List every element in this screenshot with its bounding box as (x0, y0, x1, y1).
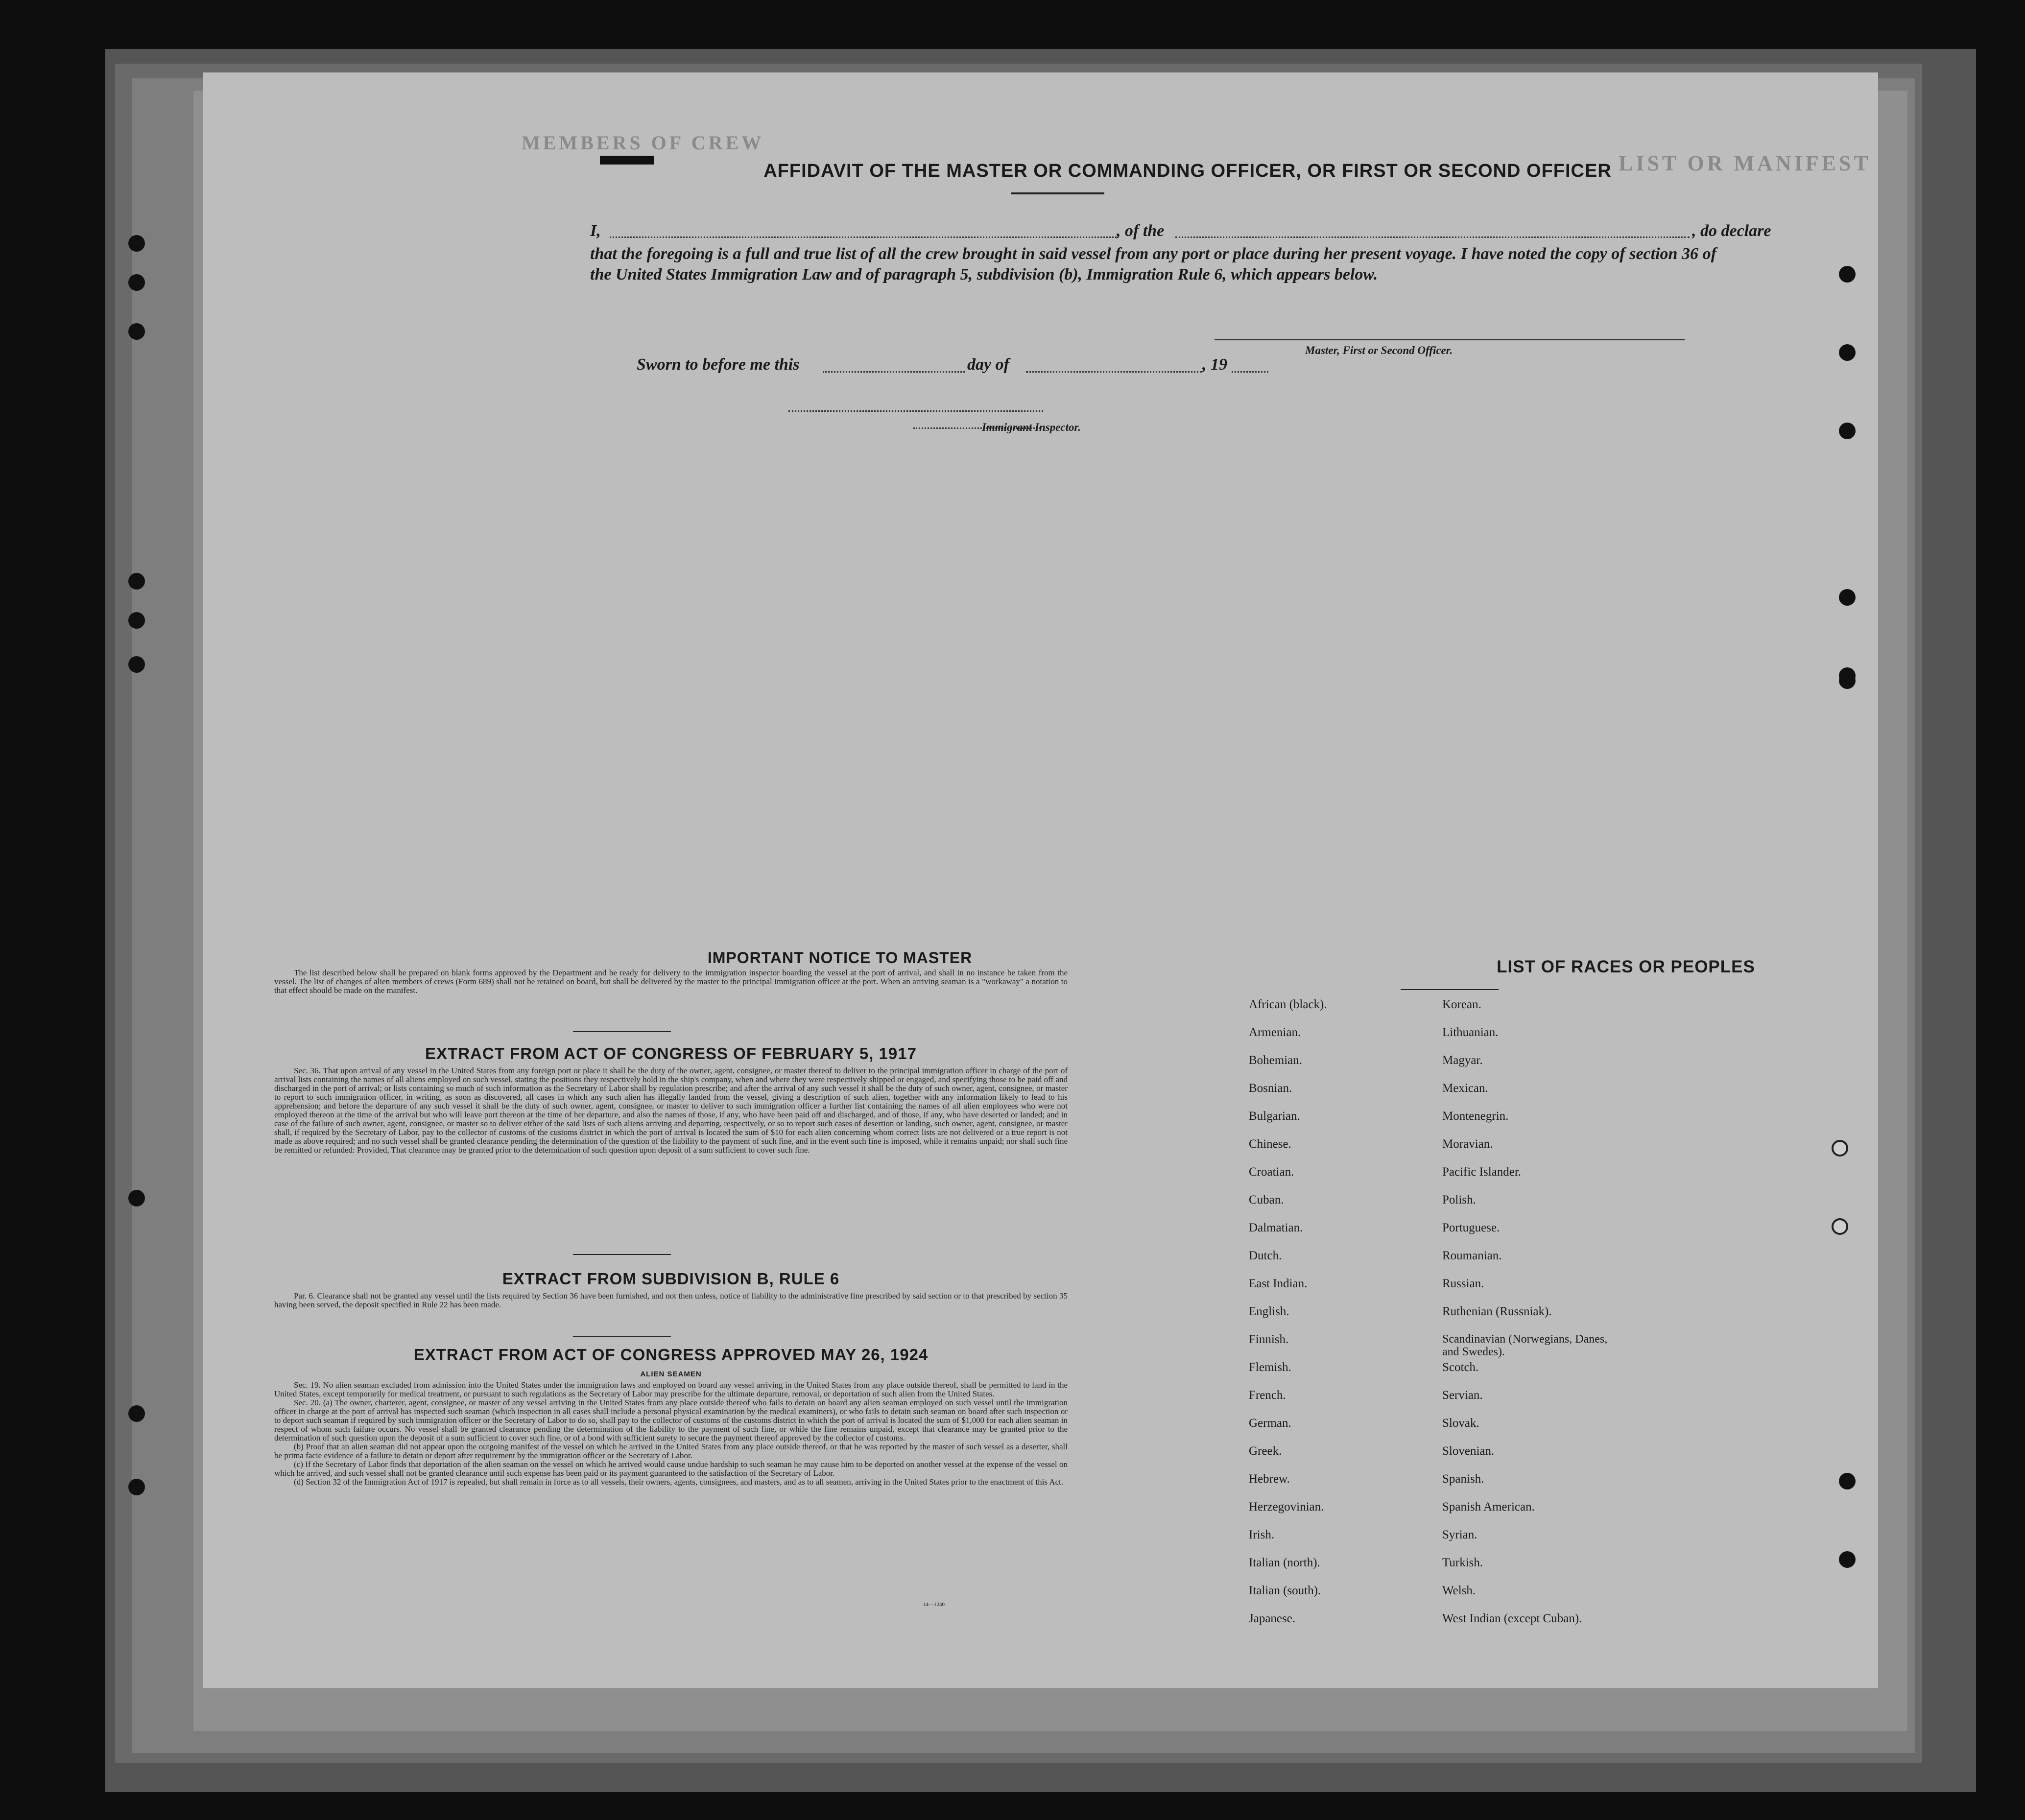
inspector-signature-line (788, 410, 1043, 412)
act-1924-title: EXTRACT FROM ACT OF CONGRESS APPROVED MAY 26, 1924 (413, 1346, 929, 1364)
sworn-year: , 19 (1202, 355, 1227, 374)
binder-hole (128, 1479, 145, 1495)
vessel-fill-line (1175, 236, 1690, 238)
race-item: Spanish. (1442, 1472, 1484, 1486)
inspector-label: Immigrant Inspector. (982, 421, 1081, 433)
race-item: Cuban. (1249, 1193, 1284, 1206)
binder-hole (128, 612, 145, 629)
race-item: English. (1249, 1305, 1289, 1318)
races-title: LIST OF RACES OR PEOPLES (1497, 957, 1755, 976)
sworn-day-line (823, 371, 965, 373)
binder-hole (128, 1190, 145, 1206)
race-item: Japanese. (1249, 1612, 1296, 1625)
act-1924-subtitle: ALIEN SEAMEN (640, 1370, 702, 1378)
binder-hole (128, 1405, 145, 1422)
race-item: Moravian. (1442, 1137, 1493, 1151)
race-item: French. (1249, 1389, 1286, 1402)
race-item: West Indian (except Cuban). (1442, 1612, 1582, 1625)
race-item: Montenegrin. (1442, 1110, 1509, 1123)
affidavit-body: that the foregoing is a full and true list of all the crew brought in said vessel from any port or place during her present voyage. I have noted the copy of section 36 of the United States Immigration Law and of paragraph 5, subdivision (b), Immigration Rule 6, which appears below. (590, 245, 1716, 284)
race-item: Bulgarian. (1249, 1110, 1300, 1123)
race-item: Mexican. (1442, 1082, 1488, 1095)
race-item: German. (1249, 1417, 1291, 1430)
race-item: Scotch. (1442, 1361, 1479, 1374)
race-item: Scandinavian (Norwegians, Danes, and Swedes). (1442, 1333, 1608, 1358)
divider (573, 1031, 671, 1032)
punch-hole (1839, 589, 1856, 606)
title-underline (1011, 192, 1104, 194)
punch-hole (1839, 266, 1856, 283)
race-item: Slovak. (1442, 1417, 1479, 1430)
race-item: Russian. (1442, 1277, 1484, 1290)
race-item: Dalmatian. (1249, 1221, 1303, 1234)
race-item: Croatian. (1249, 1165, 1294, 1179)
act-1924-text: Sec. 19. No alien seaman excluded from admission into the United States under the immigration laws and employed on board any vessel arriving in the United States from any place outside thereof, shall be permitted to land in the United States, except temporarily for medical treatment, or pursuant to such regulations as the Secretary of Labor may prescribe for the ultimate departure, removal, or deportation of such alien from the United States. Sec. 20. (a) The owner, charterer, agent, consignee, or master of any vessel arriving in the United States from any place outside thereof who fails to detain on board any alien seaman employed on such vessel until the immigration officer in charge at the port of arrival has inspected such seaman (which inspection in all cases shall include a personal physical examination by the medical examiners), or who fails to detain such seaman on board after such inspection or to deport such seaman if required by such immigration officer or the Secretary of Labor to do so, shall pay to the collector of customs of the customs district in which the port of arrival is located the sum of $1,000 for each alien seaman in respect of whom such failure occurs. No vessel shall be granted clearance pending the determination of the liability to the payment of such fine, or while the fine remains unpaid, except that clearance may be granted prior to the determination of such question upon the deposit of a sum sufficient to cover such fine, or of a bond with sufficient surety to secure the payment thereof approved by the collector of customs. (b) Proof that an alien seaman did not appear upon the outgoing manifest of the vessel on which he arrived in the United States from any place outside thereof, or that he was reported by the master of such vessel as a deserter, shall be prima facie evidence of a failure to detain or deport after requirement by the immigration officer or the Secretary of Labor. (c) If the Secretary of Labor finds that deportation of the alien seaman on the vessel on which he arrived would cause undue hardship to such seaman he may cause him to be deported on another vessel at the expense of the vessel on which he arrived, and such vessel shall not be granted clearance until such expense has been paid or its payment guaranteed to the satisfaction of the Secretary of Labor. (d) Section 32 of the Immigration Act of 1917 is repealed, but shall remain in force as to all vessels, their owners, agents, consignees, and masters, and as to all seamen, arriving in the United States prior to the enactment of this Act. (274, 1380, 1068, 1487)
race-item: Greek. (1249, 1444, 1282, 1458)
divider (1401, 989, 1499, 990)
race-item: Turkish. (1442, 1556, 1483, 1569)
race-item: Slovenian. (1442, 1444, 1495, 1458)
binder-hole (128, 323, 145, 340)
race-item: Korean. (1442, 998, 1481, 1011)
form-number: 14—1240 (923, 1602, 945, 1607)
race-item: Portuguese. (1442, 1221, 1500, 1234)
name-fill-line (610, 236, 1117, 238)
affidavit-title: AFFIDAVIT OF THE MASTER OR COMMANDING OFFICER, OR FIRST OR SECOND OFFICER (763, 161, 1612, 181)
race-item: Chinese. (1249, 1137, 1291, 1151)
race-item: East Indian. (1249, 1277, 1308, 1290)
race-item: Irish. (1249, 1528, 1275, 1541)
bleed-through-text: LIST OR MANIFEST (1619, 151, 1871, 175)
race-item: Italian (north). (1249, 1556, 1320, 1569)
sworn-month-line (1026, 371, 1202, 373)
race-item: Servian. (1442, 1389, 1483, 1402)
race-item: Lithuanian. (1442, 1026, 1499, 1039)
races-right-column (1442, 998, 1697, 1640)
punch-hole (1839, 344, 1856, 361)
binder-hole (128, 274, 145, 291)
race-item: Italian (south). (1249, 1584, 1321, 1597)
race-item: Bosnian. (1249, 1082, 1292, 1095)
rule6-text: Par. 6. Clearance shall not be granted any vessel until the lists required by Section 36 have been furnished, and not then unless, notice of liability to the administrative fine prescribed by said section or to that prescribed by section 35 having been served, the deposit specified in Rule 22 has been made. (274, 1291, 1068, 1309)
notice-text: The list described below shall be prepared on blank forms approved by the Department and be ready for delivery to the immigration inspector boarding the vessel at the port of arrival, and shall in no instance be taken from the vessel. The list of changes of alien members of crews (Form 689) shall not be retained on board, but shall be delivered by the master to the principal immigration officer at the port. When an arriving seaman is a "workaway" a notation to that effect should be made on the manifest. (274, 968, 1068, 995)
race-item: Pacific Islander. (1442, 1165, 1522, 1179)
race-item: Polish. (1442, 1193, 1476, 1206)
binding-tab (600, 156, 654, 165)
affidavit-i-label: I, (590, 222, 601, 240)
race-item: Finnish. (1249, 1333, 1289, 1346)
sworn-day-of: day of (967, 355, 1009, 374)
divider (573, 1254, 671, 1255)
act-1917-title: EXTRACT FROM ACT OF CONGRESS OF FEBRUARY 5, 1917 (425, 1044, 917, 1063)
bleed-through-text: MEMBERS OF CREW (522, 132, 764, 154)
binder-hole (128, 656, 145, 673)
race-item: Magyar. (1442, 1054, 1483, 1067)
signature-line (1215, 339, 1685, 340)
race-item: Roumanian. (1442, 1249, 1502, 1262)
race-item: Ruthenian (Russniak). (1442, 1305, 1552, 1318)
punch-hole (1839, 423, 1856, 439)
race-item: Welsh. (1442, 1584, 1476, 1597)
race-item: Dutch. (1249, 1249, 1282, 1262)
race-item: Armenian. (1249, 1026, 1301, 1039)
divider (573, 1336, 671, 1337)
race-item: Hebrew. (1249, 1472, 1290, 1486)
affidavit-of-the-label: , of the (1117, 222, 1165, 240)
race-item: Bohemian. (1249, 1054, 1303, 1067)
race-item: Herzegovinian. (1249, 1500, 1324, 1513)
race-item: Flemish. (1249, 1361, 1291, 1374)
affidavit-declare-label: , do declare (1692, 222, 1771, 240)
punch-hole (1839, 1473, 1856, 1489)
race-item: African (black). (1249, 998, 1327, 1011)
binder-hole (128, 573, 145, 590)
sworn-year-line (1232, 371, 1268, 373)
rule6-title: EXTRACT FROM SUBDIVISION B, RULE 6 (502, 1270, 840, 1288)
binder-hole (128, 235, 145, 252)
act-1917-text: Sec. 36. That upon arrival of any vessel in the United States from any foreign port or place it shall be the duty of the owner, agent, consignee, or master thereof to deliver to the principal immigration officer in charge of the port of arrival lists containing the names of all aliens employed on such vessel, stating the positions they respectively hold in the ship's company, when and where they were respectively shipped or engaged, and specifying those to be paid off and discharged in the port of arrival; or lists containing so much of such information as the Secretary of Labor shall by regulation prescribe; and after the arrival of any such vessel it shall be the duty of such owner, agent, consignee, or master to report to such immigration officer, in writing, as soon as discovered, all cases in which any such alien has illegally landed from the vessel, giving a description of such alien, together with any information likely to lead to his apprehension; and before the departure of any such vessel it shall be the duty of such owner, agent, consignee, or master to deliver to such immigration officer a further list containing the names of all alien employees who were not employed thereon at the time of the arrival but who will leave port thereon at the time of her departure, and also the names of those, if any, who have been paid off and discharged, and of those, if any, who have deserted or landed; and in case of the failure of such owner, agent, consignee, or master so to deliver either of the said lists of such aliens arriving and departing, respectively, or so to report such cases of desertion or landing, such owner, agent, consignee, or master shall, if required by the Secretary of Labor, pay to the collector of customs of the customs district in which the port of arrival is located the sum of $10 for each alien concerning whom correct lists are not delivered or a true report is not made as above required; and no such vessel shall be granted clearance pending the determination of the question of the liability to the payment of such fine, and in the event such fine is imposed, while it remains unpaid; nor shall such fine be remitted or refunded: Provided, That clearance may be granted prior to the determination of such question upon deposit of a sum sufficient to cover such fine. (274, 1066, 1068, 1155)
document-page (203, 72, 1878, 1688)
race-item: Syrian. (1442, 1528, 1477, 1541)
punch-hole (1839, 1551, 1856, 1568)
notice-title: IMPORTANT NOTICE TO MASTER (707, 949, 973, 967)
punch-hole (1832, 1218, 1848, 1235)
punch-hole (1832, 1140, 1848, 1157)
sworn-prefix: Sworn to before me this (637, 355, 800, 374)
race-item: Spanish American. (1442, 1500, 1535, 1513)
punch-hole (1839, 672, 1856, 689)
master-signature-label: Master, First or Second Officer. (1305, 344, 1453, 356)
